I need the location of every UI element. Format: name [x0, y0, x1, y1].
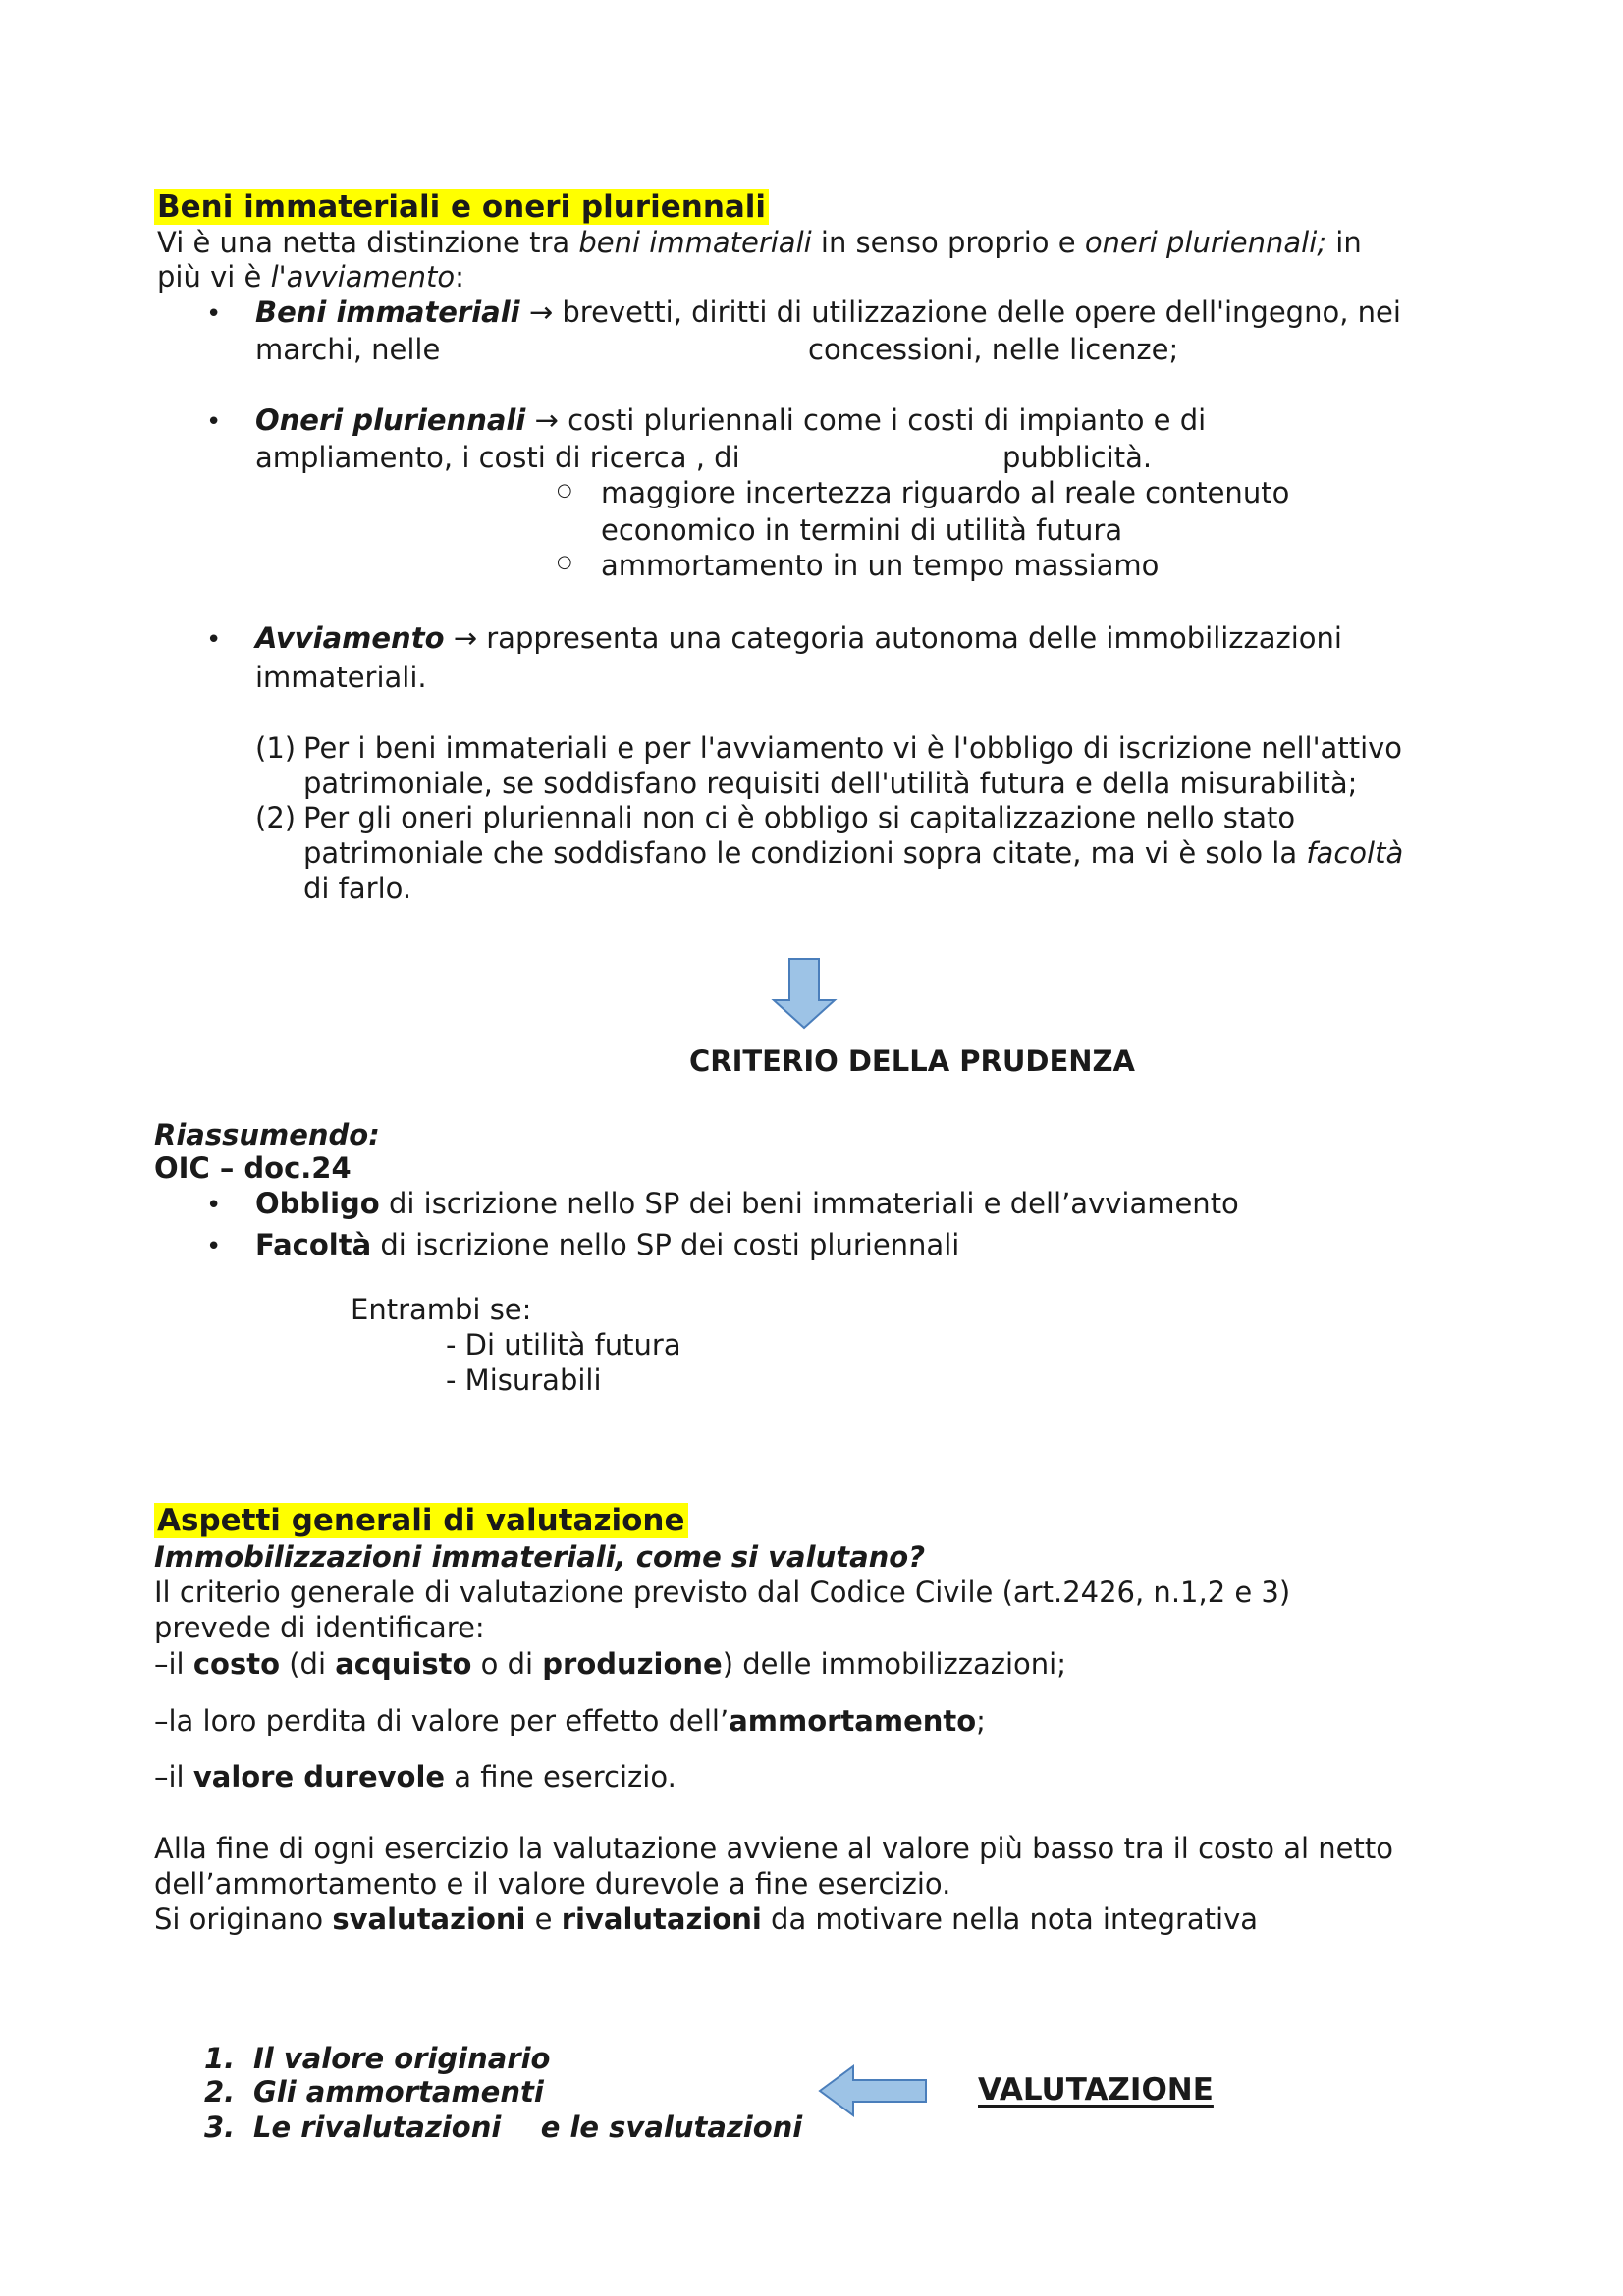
criterio-prudenza: CRITERIO DELLA PRUDENZA [689, 1044, 1136, 1078]
section2-question: Immobilizzazioni immateriali, come si valutano? [154, 1540, 926, 1574]
section2-item-1: –il costo (di acquisto o di produzione) delle immobilizzazioni; [154, 1647, 1066, 1681]
section2-paragraph-line-1: Alla fine di ogni esercizio la valutazione avviene al valore più basso tra il costo al netto [154, 1832, 1393, 1865]
bullet-marker: • [206, 1191, 222, 1220]
valuation-list-num: 3. [204, 2110, 236, 2144]
section2-paragraph-line-2: dell’ammortamento e il valore durevole a fine esercizio. [154, 1867, 951, 1900]
numbered-2-line-1: Per gli oneri pluriennali non ci è obbligo si capitalizzazione nello stato [303, 801, 1296, 834]
sub-bullet-marker: ○ [557, 480, 572, 501]
valuation-list-num: 2. [204, 2075, 236, 2109]
section2-item-2: –la loro perdita di valore per effetto dell’ammortamento; [154, 1704, 986, 1737]
summary-subtitle: OIC – doc.24 [154, 1151, 352, 1185]
sub-bullet-2: ammortamento in un tempo massiamo [601, 549, 1160, 582]
bullet-avviamento-line-2: immateriali. [255, 661, 427, 694]
numbered-1-line-2: patrimoniale, se soddisfano requisiti dell'utilità futura e della misurabilità; [303, 767, 1358, 800]
bullet-oneri-line-2b: pubblicità. [1002, 441, 1153, 474]
bullet-marker: • [206, 299, 222, 329]
sub-bullet-marker: ○ [557, 552, 572, 572]
summary-title: Riassumendo: [154, 1118, 380, 1151]
valuation-list-item: Gli ammortamenti [253, 2075, 544, 2109]
numbered-2-line-3: di farlo. [303, 872, 412, 905]
left-arrow-icon [818, 2064, 928, 2117]
section2-paragraph-line-3: Si originano svalutazioni e rivalutazioni da motivare nella nota integrativa [154, 1902, 1259, 1936]
summary-bullet-2: Facoltà di iscrizione nello SP dei costi pluriennali [255, 1228, 960, 1261]
numbered-2-line-2: patrimoniale che soddisfano le condizioni sopra citate, ma vi è solo la facoltà [303, 836, 1404, 870]
section2-item-3: –il valore durevole a fine esercizio. [154, 1760, 676, 1793]
bullet-marker: • [206, 625, 222, 655]
bullet-beni-line-2a: marchi, nelle [255, 333, 441, 366]
sub-bullet-1-line-1: maggiore incertezza riguardo al reale contenuto [601, 476, 1290, 509]
section-heading-beni: Beni immateriali e oneri pluriennali [154, 189, 769, 225]
bullet-oneri-line-1: Oneri pluriennali → costi pluriennali come i costi di impianto e di [255, 403, 1207, 437]
numbered-1-line-1: Per i beni immateriali e per l'avviamento vi è l'obbligo di iscrizione nell'attivo [303, 731, 1403, 765]
section2-line-1: Il criterio generale di valutazione previsto dal Codice Civile (art.2426, n.1,2 e 3) [154, 1575, 1291, 1609]
bullet-marker: • [206, 1232, 222, 1261]
intro-line-1: Vi è una netta distinzione tra beni immateriali in senso proprio e oneri pluriennali; in [157, 226, 1362, 259]
sub-bullet-1-line-2: economico in termini di utilità futura [601, 513, 1123, 547]
bullet-oneri-line-2a: ampliamento, i costi di ricerca , di [255, 441, 740, 474]
bullet-beni-line-1: Beni immateriali → brevetti, diritti di utilizzazione delle opere dell'ingegno, nei [255, 295, 1401, 329]
numbered-1-marker: (1) [255, 731, 297, 765]
bullet-marker: • [206, 407, 222, 437]
summary-condition-2: - Misurabili [446, 1363, 602, 1397]
valuation-list-item: Il valore originario [253, 2042, 551, 2075]
summary-entrambi: Entrambi se: [351, 1293, 532, 1326]
bullet-avviamento-line-1: Avviamento → rappresenta una categoria autonoma delle immobilizzazioni [255, 621, 1342, 655]
valuation-list-num: 1. [204, 2042, 236, 2075]
section2-line-2: prevede di identificare: [154, 1611, 485, 1644]
valutazione-label: VALUTAZIONE [978, 2072, 1214, 2108]
section-heading-valutazione: Aspetti generali di valutazione [154, 1503, 688, 1538]
intro-line-2: più vi è l'avviamento: [157, 260, 464, 294]
down-arrow-icon [770, 957, 839, 1030]
valuation-list-item: Le rivalutazioni e le svalutazioni [253, 2110, 803, 2144]
numbered-2-marker: (2) [255, 801, 297, 834]
bullet-beni-line-2b: concessioni, nelle licenze; [808, 333, 1179, 366]
summary-condition-1: - Di utilità futura [446, 1328, 681, 1362]
summary-bullet-1: Obbligo di iscrizione nello SP dei beni immateriali e dell’avviamento [255, 1187, 1239, 1220]
